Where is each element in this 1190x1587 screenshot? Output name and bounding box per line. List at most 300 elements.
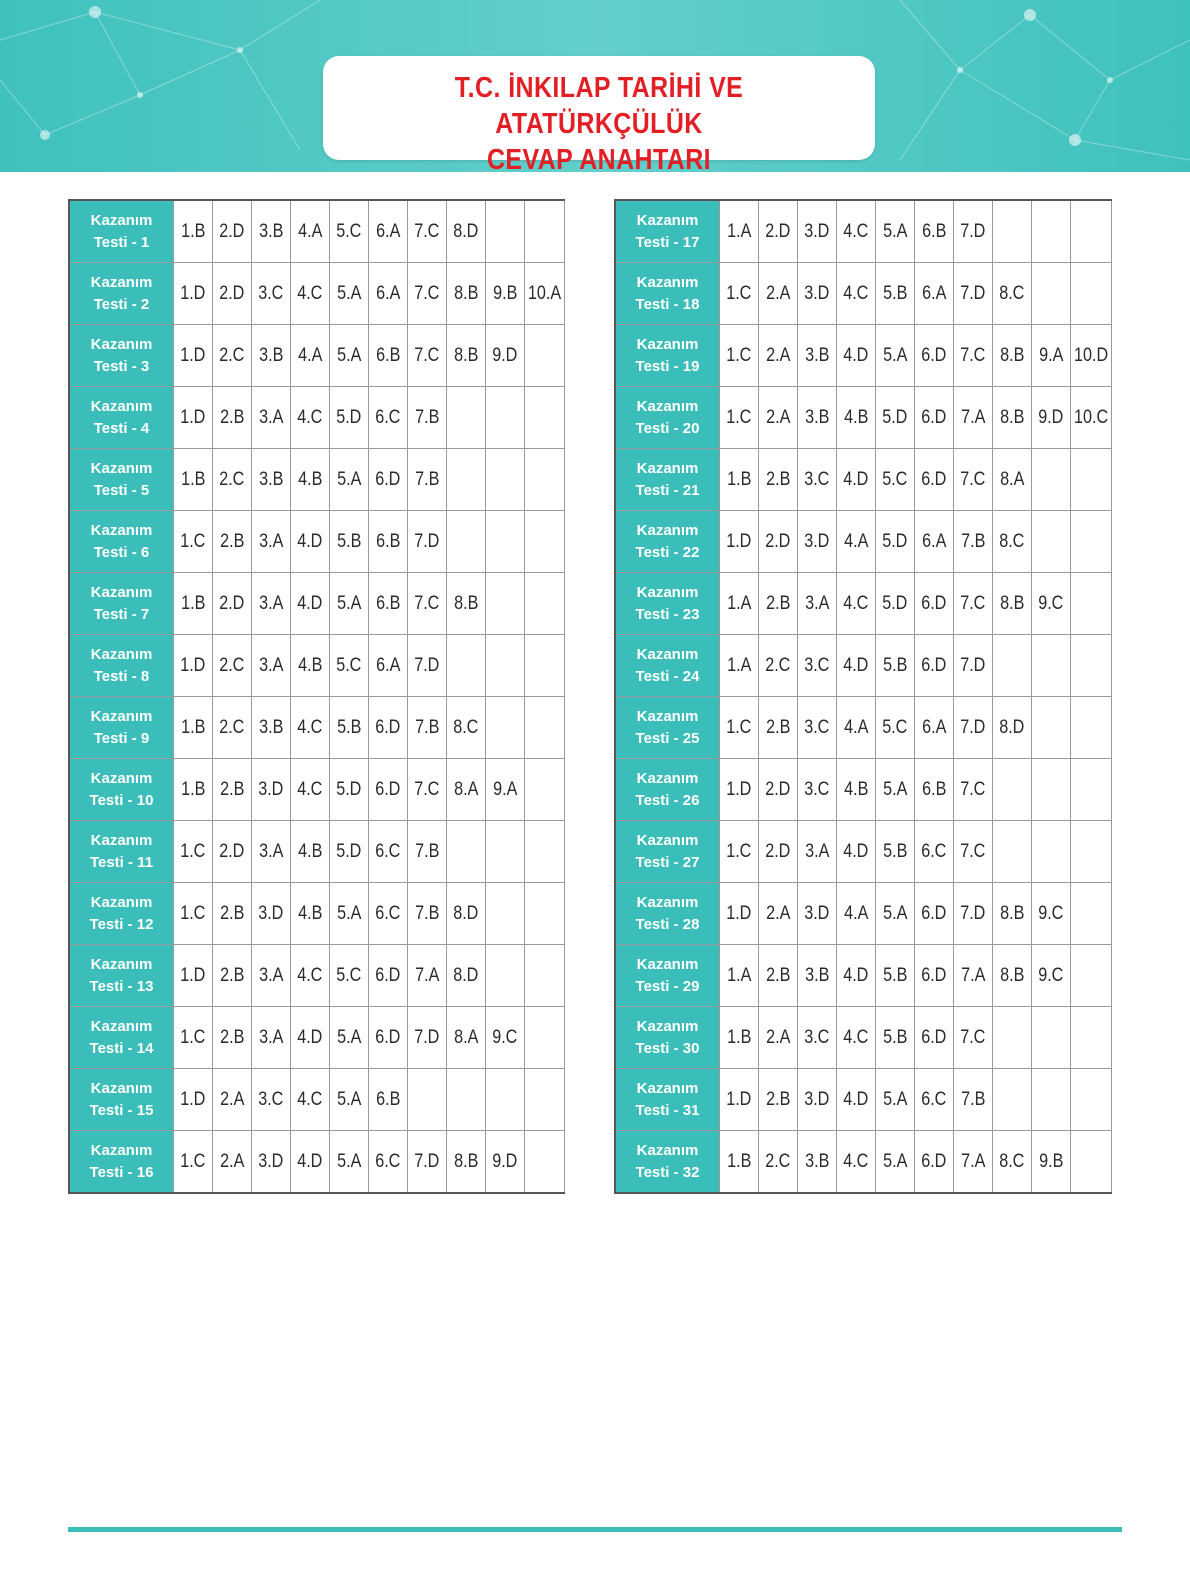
answer-cell [252,635,291,697]
answer-cell [1032,449,1071,511]
answer-cell [954,697,993,759]
answer-cell [369,697,408,759]
answer-cell [291,449,330,511]
answer-value: 3.D [804,282,830,304]
answer-row [69,511,565,573]
answer-cell [1071,821,1112,883]
test-label-prefix: Kazanım [90,211,153,229]
answer-value: 2.D [219,840,245,862]
answer-cell [759,573,798,635]
answer-cell [954,573,993,635]
answer-cell [486,200,525,263]
test-label-prefix: Kazanım [90,955,153,973]
answer-cell [408,883,447,945]
answer-value: 1.D [726,530,752,552]
answer-cell [915,1131,954,1194]
answer-cell [1071,635,1112,697]
answer-value: 8.B [453,344,479,366]
answer-cell [1032,1069,1071,1131]
answer-cell [993,325,1032,387]
answer-cell [720,883,759,945]
answer-cell [408,635,447,697]
answer-value: 4.C [843,220,869,242]
answer-value: 4.C [297,282,323,304]
answer-cell [486,1069,525,1131]
test-label-prefix: Kazanım [636,707,699,725]
answer-value: 8.B [999,964,1025,986]
answer-value: 5.A [336,902,362,924]
answer-value: 8.B [453,1150,479,1172]
answer-cell [837,883,876,945]
answer-value: 2.A [765,1026,791,1048]
answer-cell [369,573,408,635]
answer-value: 3.B [804,964,830,986]
answer-value: 6.B [375,1088,401,1110]
answer-value: 2.D [219,592,245,614]
answer-value: 3.B [804,1150,830,1172]
answer-cell [369,263,408,325]
answer-row [69,1131,565,1194]
answer-value: 5.B [336,716,362,738]
test-label [69,387,174,449]
answer-value: 6.A [921,282,947,304]
answer-value: 6.C [375,406,401,428]
answer-cell [525,573,565,635]
answer-value: 5.A [882,1088,908,1110]
answer-cell [798,511,837,573]
answer-value: 8.B [453,592,479,614]
answer-value: 1.B [180,468,206,490]
test-label-prefix: Kazanım [636,645,699,663]
test-label [69,449,174,511]
answer-cell [837,325,876,387]
answer-cell [876,511,915,573]
answer-value: 1.D [180,344,206,366]
answer-value: 6.D [921,344,947,366]
answer-value: 1.A [726,220,752,242]
answer-cell [408,1007,447,1069]
title-box [323,56,875,172]
answer-cell [525,821,565,883]
test-label-number: Testi - 8 [93,667,150,685]
answer-cell [330,883,369,945]
test-label [69,573,174,635]
answer-value: 4.D [297,1150,323,1172]
answer-value: 6.D [375,716,401,738]
answer-value: 9.D [492,344,518,366]
answer-value: 9.D [492,1150,518,1172]
test-label-number: Testi - 12 [89,915,154,933]
answer-value: 5.A [336,592,362,614]
answer-value: 6.D [375,468,401,490]
answer-cell [174,449,213,511]
test-label-prefix: Kazanım [90,769,153,787]
answer-cell [486,1007,525,1069]
answer-cell [447,821,486,883]
answer-value: 3.B [804,344,830,366]
answer-value: 7.D [960,902,986,924]
answer-value: 3.C [258,1088,284,1110]
answer-value: 6.B [921,778,947,800]
answer-value: 1.D [726,1088,752,1110]
answer-cell [954,1069,993,1131]
test-label-number: Testi - 14 [89,1039,154,1057]
answer-value: 8.C [999,1150,1025,1172]
answer-cell [993,945,1032,1007]
test-label-number: Testi - 22 [635,543,700,561]
answer-cell [759,200,798,263]
answer-cell [1071,200,1112,263]
answer-value: 5.A [336,1088,362,1110]
answer-cell [408,573,447,635]
answer-cell [408,325,447,387]
answer-value: 2.A [765,406,791,428]
answer-value: 4.C [843,1026,869,1048]
answer-value: 3.D [258,902,284,924]
answer-cell [369,759,408,821]
answer-cell [447,1131,486,1194]
answer-value: 1.D [180,282,206,304]
answer-value: 6.D [921,406,947,428]
answer-value: 1.B [726,468,752,490]
answer-cell [330,821,369,883]
answer-value: 5.A [882,344,908,366]
answer-cell [408,821,447,883]
answer-cell [1071,263,1112,325]
answer-value: 1.B [726,1150,752,1172]
answer-value: 1.D [180,964,206,986]
test-label [615,511,720,573]
answer-value: 6.D [375,1026,401,1048]
test-label-prefix: Kazanım [90,583,153,601]
answer-value: 7.D [960,220,986,242]
test-label-number: Testi - 18 [635,295,700,313]
answer-cell [1071,325,1112,387]
answer-value: 7.A [960,964,986,986]
answer-cell [720,1131,759,1194]
answer-cell [993,759,1032,821]
test-label [615,263,720,325]
answer-cell [1032,573,1071,635]
answer-cell [798,325,837,387]
answer-row [69,635,565,697]
answer-value: 3.D [258,1150,284,1172]
answer-cell [837,511,876,573]
answer-cell [837,759,876,821]
answer-value: 4.D [843,344,869,366]
answer-value: 1.D [726,778,752,800]
answer-cell [759,697,798,759]
page-header [0,0,1190,172]
answer-cell [486,759,525,821]
answer-cell [876,883,915,945]
test-label [615,635,720,697]
answer-cell [837,1007,876,1069]
answer-value: 7.D [960,716,986,738]
answer-value: 9.C [1038,592,1064,614]
test-label-prefix: Kazanım [90,1141,153,1159]
answer-value: 8.D [453,902,479,924]
answer-value: 3.D [258,778,284,800]
test-label-number: Testi - 24 [635,667,700,685]
test-label-prefix: Kazanım [90,707,153,725]
answer-row [69,945,565,1007]
answer-value: 5.A [882,778,908,800]
answer-cell [369,1131,408,1194]
test-label-prefix: Kazanım [636,1017,699,1035]
answer-cell [993,449,1032,511]
answer-cell [486,449,525,511]
answer-value: 9.C [1038,902,1064,924]
answer-row [69,821,565,883]
answer-value: 6.A [375,220,401,242]
answer-cell [759,387,798,449]
answer-cell [447,945,486,1007]
answer-value: 6.B [375,530,401,552]
answer-value: 7.C [960,344,986,366]
answer-cell [993,821,1032,883]
answer-value: 8.D [453,964,479,986]
answer-cell [1032,821,1071,883]
answer-cell [252,1131,291,1194]
answer-value: 2.B [765,716,791,738]
answer-cell [330,759,369,821]
answer-cell [798,387,837,449]
answer-value: 6.B [375,592,401,614]
answer-value: 7.D [414,1150,440,1172]
answer-cell [915,1007,954,1069]
answer-cell [408,449,447,511]
answer-cell [1032,511,1071,573]
test-label-prefix: Kazanım [90,1079,153,1097]
answer-cell [954,387,993,449]
answer-value: 1.A [726,964,752,986]
answer-cell [252,573,291,635]
answer-row [615,387,1112,449]
answer-value: 4.C [297,778,323,800]
answer-cell [720,449,759,511]
answer-value: 2.B [219,406,245,428]
answer-value: 4.B [297,840,323,862]
answer-value: 4.D [843,1088,869,1110]
answer-value: 5.A [336,1150,362,1172]
answer-cell [837,1069,876,1131]
answer-row [69,759,565,821]
answer-row [69,325,565,387]
answer-cell [447,1007,486,1069]
answer-value: 9.C [492,1026,518,1048]
answer-value: 3.C [804,654,830,676]
answer-value: 5.D [882,406,908,428]
answer-cell [1032,1131,1071,1194]
test-label [615,1069,720,1131]
answer-value: 1.C [180,840,206,862]
answer-cell [330,635,369,697]
answer-value: 2.D [765,778,791,800]
answer-row [615,263,1112,325]
answer-cell [1071,759,1112,821]
answer-cell [720,821,759,883]
answer-cell [525,1069,565,1131]
answer-cell [1032,263,1071,325]
answer-cell [915,325,954,387]
answer-cell [252,449,291,511]
answer-cell [525,387,565,449]
answer-cell [408,759,447,821]
answer-value: 7.B [414,468,440,490]
answer-value: 6.D [375,964,401,986]
answer-value: 1.D [180,654,206,676]
answer-value: 6.D [921,1150,947,1172]
answer-cell [1032,200,1071,263]
answer-value: 4.C [297,406,323,428]
answer-cell [954,821,993,883]
answer-cell [837,1131,876,1194]
answer-value: 2.A [219,1088,245,1110]
answer-value: 3.B [258,344,284,366]
answer-value: 5.B [882,964,908,986]
answer-cell [174,1131,213,1194]
answer-cell [759,1131,798,1194]
answer-cell [798,821,837,883]
answer-cell [1032,325,1071,387]
answer-cell [330,1007,369,1069]
answer-cell [720,1007,759,1069]
test-label-prefix: Kazanım [636,273,699,291]
answer-value: 6.B [375,344,401,366]
answer-value: 4.C [843,592,869,614]
answer-value: 3.A [804,840,830,862]
answer-cell [213,883,252,945]
answer-cell [330,1069,369,1131]
answer-value: 7.D [960,654,986,676]
test-label [615,573,720,635]
answer-value: 9.B [492,282,518,304]
answer-cell [876,1131,915,1194]
answer-cell [837,387,876,449]
answer-value: 6.C [375,840,401,862]
answer-value: 7.C [960,778,986,800]
test-label-prefix: Kazanım [636,1141,699,1159]
answer-value: 2.C [219,344,245,366]
answer-value: 4.C [297,1088,323,1110]
answer-row [615,200,1112,263]
answer-cell [1071,1007,1112,1069]
answer-cell [369,945,408,1007]
answer-cell [174,945,213,1007]
answer-cell [1032,387,1071,449]
answer-value: 5.D [336,840,362,862]
answer-cell [369,387,408,449]
answer-row [69,883,565,945]
answer-cell [291,635,330,697]
test-label-number: Testi - 28 [635,915,700,933]
answer-value: 1.B [180,592,206,614]
test-label-prefix: Kazanım [636,211,699,229]
answer-cell [447,697,486,759]
answer-cell [447,263,486,325]
answer-value: 3.C [804,468,830,490]
answer-cell [525,635,565,697]
answer-cell [486,1131,525,1194]
answer-cell [993,1007,1032,1069]
answer-cell [798,573,837,635]
answer-cell [330,449,369,511]
answer-cell [174,511,213,573]
test-label-prefix: Kazanım [636,397,699,415]
answer-cell [525,449,565,511]
answer-cell [486,697,525,759]
answer-cell [369,1069,408,1131]
answer-cell [291,573,330,635]
answer-cell [486,387,525,449]
answer-cell [330,325,369,387]
answer-row [615,759,1112,821]
test-label-number: Testi - 23 [635,605,700,623]
answer-cell [330,387,369,449]
answer-value: 6.A [921,530,947,552]
answer-value: 5.B [882,1026,908,1048]
answer-value: 4.B [843,778,869,800]
answer-cell [837,821,876,883]
answer-cell [876,449,915,511]
answer-value: 5.A [336,344,362,366]
answer-value: 6.D [921,964,947,986]
answer-cell [759,945,798,1007]
answer-value: 2.C [219,654,245,676]
answer-value: 3.B [258,220,284,242]
answer-cell [252,387,291,449]
answer-row [615,883,1112,945]
test-label-number: Testi - 32 [635,1163,700,1181]
answer-cell [720,1069,759,1131]
answer-cell [252,325,291,387]
answer-cell [174,200,213,263]
test-label-prefix: Kazanım [636,955,699,973]
answer-cell [330,945,369,1007]
test-label [69,697,174,759]
answer-cell [876,635,915,697]
answer-value: 1.C [726,282,752,304]
answer-row [615,1007,1112,1069]
answer-cell [447,387,486,449]
answer-value: 7.D [414,530,440,552]
answer-value: 4.A [297,344,323,366]
answer-cell [174,1069,213,1131]
answer-cell [525,759,565,821]
answer-value: 2.B [765,1088,791,1110]
test-label [615,697,720,759]
answer-value: 1.A [726,592,752,614]
page-subtitle: CEVAP ANAHTARI [486,144,712,172]
answer-cell [915,573,954,635]
answer-cell [252,697,291,759]
answer-cell [798,945,837,1007]
answer-value: 2.D [765,840,791,862]
answer-row [615,1131,1112,1194]
test-label [69,1131,174,1194]
answer-value: 7.C [414,344,440,366]
answer-cell [876,263,915,325]
answer-value: 6.C [375,902,401,924]
answer-cell [1032,759,1071,821]
answer-value: 4.A [843,530,869,552]
answer-cell [291,1131,330,1194]
answer-cell [291,511,330,573]
answer-value: 7.C [414,220,440,242]
answer-value: 5.D [882,530,908,552]
test-label [615,1007,720,1069]
